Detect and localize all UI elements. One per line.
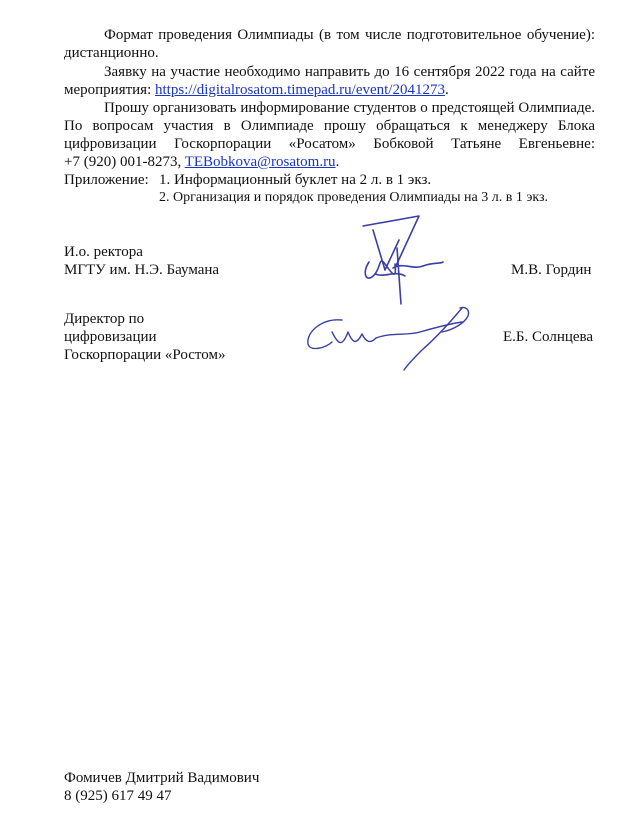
director-title-line1: Директор по xyxy=(64,311,145,327)
director-title-line3: Госкорпорации «Ростом» xyxy=(64,347,226,363)
rector-title-line1: И.о. ректора xyxy=(64,244,143,260)
director-name: Е.Б. Солнцева xyxy=(503,329,594,345)
director-title-line2: цифровизации xyxy=(64,329,157,345)
director-signature xyxy=(302,302,482,372)
paragraph-inform-line4 xyxy=(64,153,339,171)
rector-signature xyxy=(355,212,445,307)
application-suffix: . xyxy=(444,82,449,98)
paragraph-application-line1: Заявку на участие необходимо направить до 16 сентября 2022 года на сайте xyxy=(104,64,595,80)
attachment-item-1: 1. Информационный буклет на 2 л. в 1 экз. xyxy=(159,172,432,188)
contact-phone: +7 (920) 001-8273, xyxy=(64,154,185,170)
rector-name: М.В. Гордин xyxy=(511,262,592,278)
paragraph-application-line2 xyxy=(64,81,449,99)
executor-name: Фомичев Дмитрий Вадимович xyxy=(64,770,260,786)
paragraph-format-line2: дистанционно. xyxy=(64,45,159,61)
application-prefix: мероприятия: xyxy=(64,82,156,98)
paragraph-format-line1: Формат проведения Олимпиады (в том числе подготовительное обучение): xyxy=(104,27,595,43)
executor-phone: 8 (925) 617 49 47 xyxy=(64,788,172,804)
attachment-label: Приложение: xyxy=(64,172,149,188)
contact-email-link[interactable]: TEBobkova@rosatom.ru xyxy=(184,154,336,170)
paragraph-inform-line3: цифровизации Госкорпорации «Росатом» Бобковой Татьяне Евгеньевне: xyxy=(64,136,595,152)
attachment-item-2: 2. Организация и порядок проведения Олимпиады на 3 л. в 1 экз. xyxy=(159,190,549,205)
event-link[interactable]: https://digitalrosatom.timepad.ru/event/2041273 xyxy=(155,82,445,98)
paragraph-inform-line2: По вопросам участия в Олимпиаде прошу обращаться к менеджеру Блока xyxy=(64,118,595,134)
contact-end: . xyxy=(335,154,340,170)
paragraph-inform-line1: Прошу организовать информирование студентов о предстоящей Олимпиаде. xyxy=(104,100,595,116)
rector-title-line2: МГТУ им. Н.Э. Баумана xyxy=(64,262,220,278)
